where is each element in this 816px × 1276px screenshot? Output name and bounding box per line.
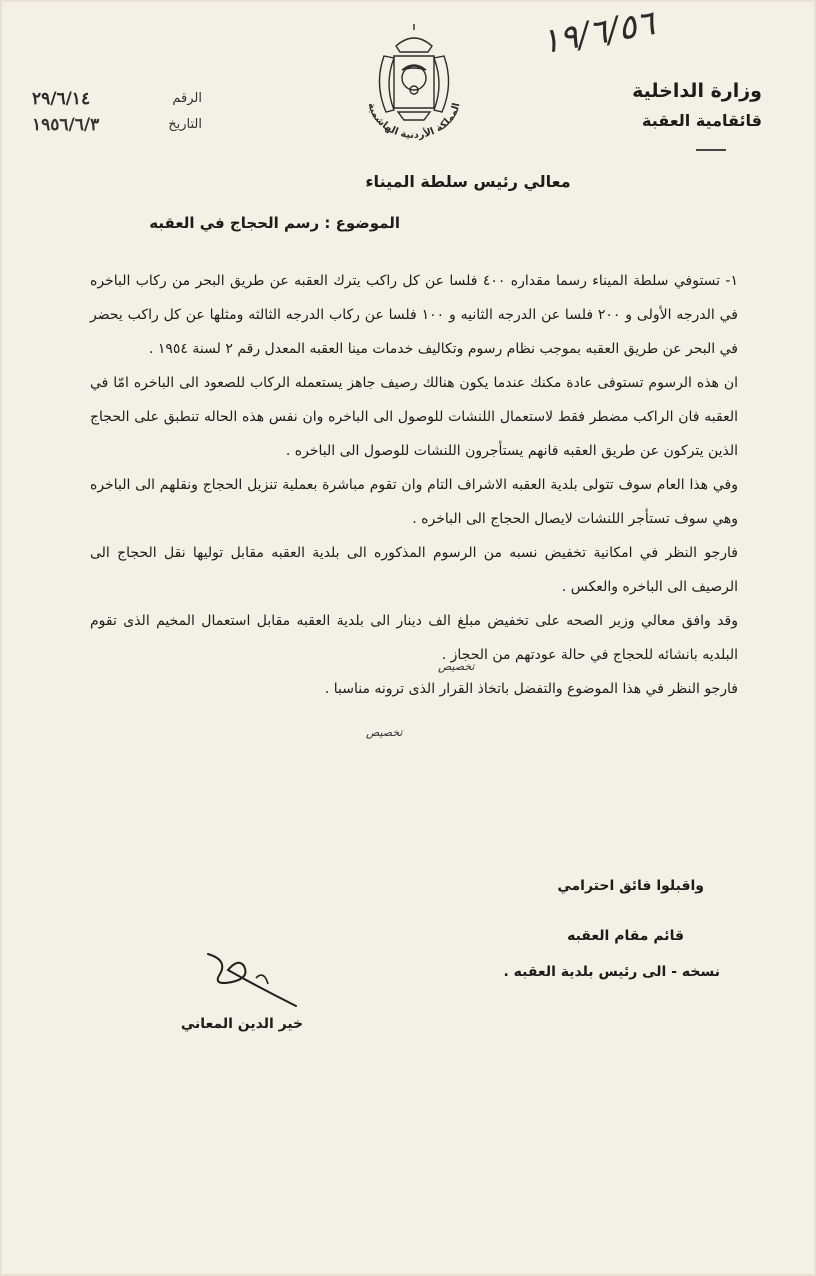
closing-line: واقبلوا فائق احترامي	[557, 878, 704, 894]
addressee: معالي رئيس سلطة الميناء	[365, 172, 571, 191]
coat-of-arms-emblem	[354, 24, 474, 144]
reference-block	[32, 86, 202, 138]
letter-body	[90, 264, 738, 706]
emblem-caption: المملكة الأردنية الهاشمية	[365, 101, 463, 142]
body-paragraph: فارجو النظر في هذا الموضوع والتفضل باتخاذ القرار الذى ترونه مناسبا .	[324, 681, 738, 697]
copy-to-line: نسخه - الى رئيس بلدية العقبه .	[503, 964, 720, 980]
reference-row	[32, 86, 202, 112]
subject-label: الموضوع :	[324, 214, 400, 232]
handwritten-date: ١٩/٦/٥٦	[538, 3, 658, 63]
body-paragraph: وقد وافق معالي وزير الصحه على تخفيض مبلغ الف دينار الى بلدية العقبه مقابل استعمال المخيم الذى تقوم البلديه بانشائه للحجاج في حالة عودتهم من الحجاز .	[90, 613, 738, 663]
body-paragraph: فارجو النظر في امكانية تخفيض نسبه من الرسوم المذكوره الى بلدية العقبه مقابل توليها نقل الحجاج الى الرصيف الى الباخره والعكس .	[90, 545, 738, 595]
handwritten-correction: تخصيص	[366, 726, 403, 739]
reference-value: ٢٩/٦/١٤	[32, 89, 91, 109]
district-name: قائقامية العقبة	[642, 111, 762, 130]
handwritten-signature	[198, 948, 308, 1012]
date-value: ١٩٥٦/٦/٣	[32, 115, 100, 135]
date-row	[32, 112, 202, 138]
letterhead	[632, 76, 762, 136]
ministry-name: وزارة الداخلية	[632, 80, 762, 102]
letterhead-underline	[696, 149, 726, 151]
body-paragraph: ان هذه الرسوم تستوفى عادة مكنك عندما يكون هنالك رصيف جاهز يستعمله الركاب للصعود الى الباخره امّا في العقبه فان الراكب مضطر فقط لاستعمال اللنشات للوصول الى الباخره وان نفس هذه الحاله تنطبق على الحجاج الذين يتركون عن طريق العقبه فانهم يستأجرون اللنشات للوصول الى الباخره .	[90, 375, 738, 459]
subject-line	[82, 214, 400, 232]
body-paragraph: ١- تستوفي سلطة الميناء رسما مقداره ٤٠٠ فلسا عن كل راكب يترك العقبه عن طريق البحر من ركاب الباخره في الدرجه الأولى و ٢٠٠ فلسا عن الدرجه الثانيه و ١٠٠ فلسا عن ركاب الدرجه الثالثه ومثلها عن كل راكب يحضر في البحر عن طريق العقبه بموجب نظام رسوم وتكاليف خدمات مينا العقبه المعدل رقم ٢ لسنة ١٩٥٤ .	[90, 273, 739, 357]
reference-label: الرقم	[172, 91, 202, 106]
handwritten-correction: تخصيص	[438, 660, 475, 673]
body-paragraph: وفي هذا العام سوف تتولى بلدية العقبه الاشراف التام وان تقوم مباشرة بعملية تنزيل الحجاج ونقلهم الى الباخره وهي سوف تستأجر اللنشات لايصال الحجاج الى الباخره .	[90, 477, 738, 527]
signer-name: خير الدين المعاني	[180, 1016, 304, 1032]
office-title: قائم مقام العقبه	[567, 928, 684, 944]
subject-text: رسم الحجاج في العقبه	[149, 214, 320, 232]
date-label: التاريخ	[168, 117, 202, 132]
